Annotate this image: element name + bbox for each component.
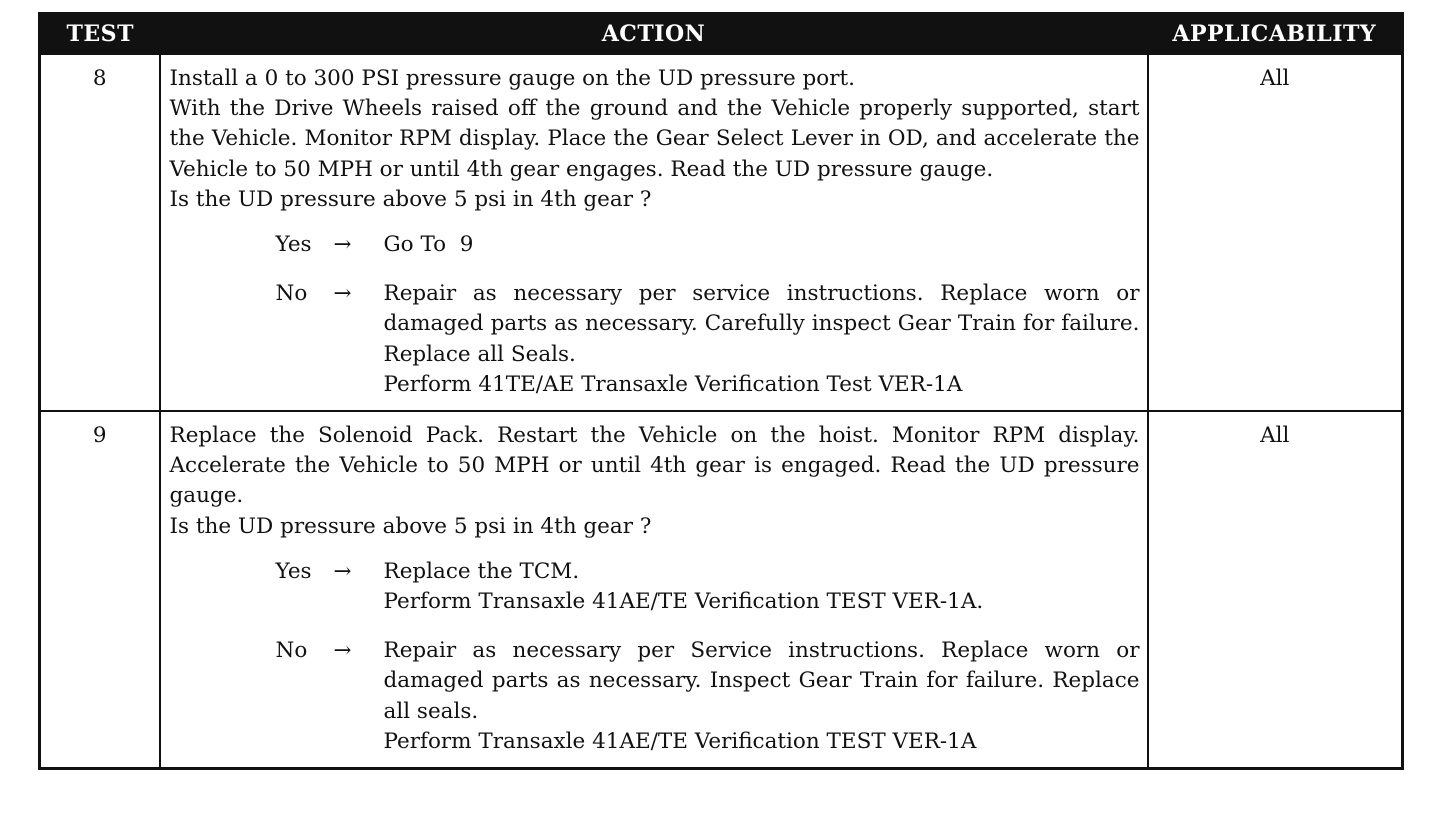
outcome-line: Go To 9: [383, 232, 474, 258]
outcome-text: [384, 557, 1140, 617]
table-row-test-9: [40, 411, 1403, 769]
outcome-no: [170, 279, 1140, 400]
arrow-icon: →: [333, 638, 352, 664]
arrow-icon: →: [333, 558, 352, 584]
table-row-test-8: [40, 54, 1403, 411]
no-label: No: [275, 638, 308, 664]
header-applicability: APPLICABILITY: [1148, 14, 1403, 55]
header-action: ACTION: [160, 14, 1148, 55]
instruction-text: With the Drive Wheels raised off the ground and the Vehicle properly supported, start the Vehicle. Monitor RPM display. Place the Gear Select Lever in OD, and accelerate the Vehicle to 50 MPH or until 4th gear engages. Read the UD pressure gauge.: [169, 96, 1140, 182]
outcome-no: [170, 636, 1140, 757]
test-number: 8: [40, 54, 160, 411]
diagnostic-test-table: [38, 12, 1404, 770]
outcome-line: Perform 41TE/AE Transaxle Verification Test VER-1A: [383, 371, 963, 397]
outcome-yes: [170, 230, 1140, 260]
arrow-icon: →: [333, 232, 352, 258]
instruction-text: Install a 0 to 300 PSI pressure gauge on the UD pressure port.: [169, 66, 855, 91]
outcome-text: [384, 230, 1140, 260]
instruction-text: Replace the Solenoid Pack. Restart the Vehicle on the hoist. Monitor RPM display. Accelerate the Vehicle to 50 MPH or until 4th gear is engaged. Read the UD pressure gauge.: [169, 423, 1140, 509]
test-number: 9: [40, 411, 160, 769]
outcome-yes: [170, 557, 1140, 617]
table-header-row: [40, 14, 1403, 55]
outcome-line: Repair as necessary per service instructions. Replace worn or damaged parts as necessary. Carefully inspect Gear Train for failure. Replace all Seals.: [383, 281, 1140, 367]
outcome-line: Perform Transaxle 41AE/TE Verification TEST VER-1A.: [383, 589, 984, 615]
yes-label: Yes: [275, 232, 312, 258]
outcome-line: Perform Transaxle 41AE/TE Verification TEST VER-1A: [383, 728, 977, 754]
outcome-line: Replace the TCM.: [383, 558, 580, 584]
action-cell: [160, 54, 1148, 411]
no-label: No: [275, 281, 308, 307]
outcome-line: Repair as necessary per Service instructions. Replace worn or damaged parts as necessary. Inspect Gear Train for failure. Replace all seals.: [383, 638, 1140, 724]
applicability-cell: All: [1148, 54, 1403, 411]
question-text: Is the UD pressure above 5 psi in 4th gear ?: [169, 186, 652, 212]
header-test: TEST: [40, 14, 160, 55]
arrow-icon: →: [333, 281, 352, 307]
applicability-cell: All: [1148, 411, 1403, 769]
question-text: Is the UD pressure above 5 psi in 4th gear ?: [169, 513, 652, 539]
outcome-text: [384, 636, 1140, 757]
yes-label: Yes: [275, 558, 312, 584]
action-cell: [160, 411, 1148, 769]
outcome-text: [384, 279, 1140, 400]
